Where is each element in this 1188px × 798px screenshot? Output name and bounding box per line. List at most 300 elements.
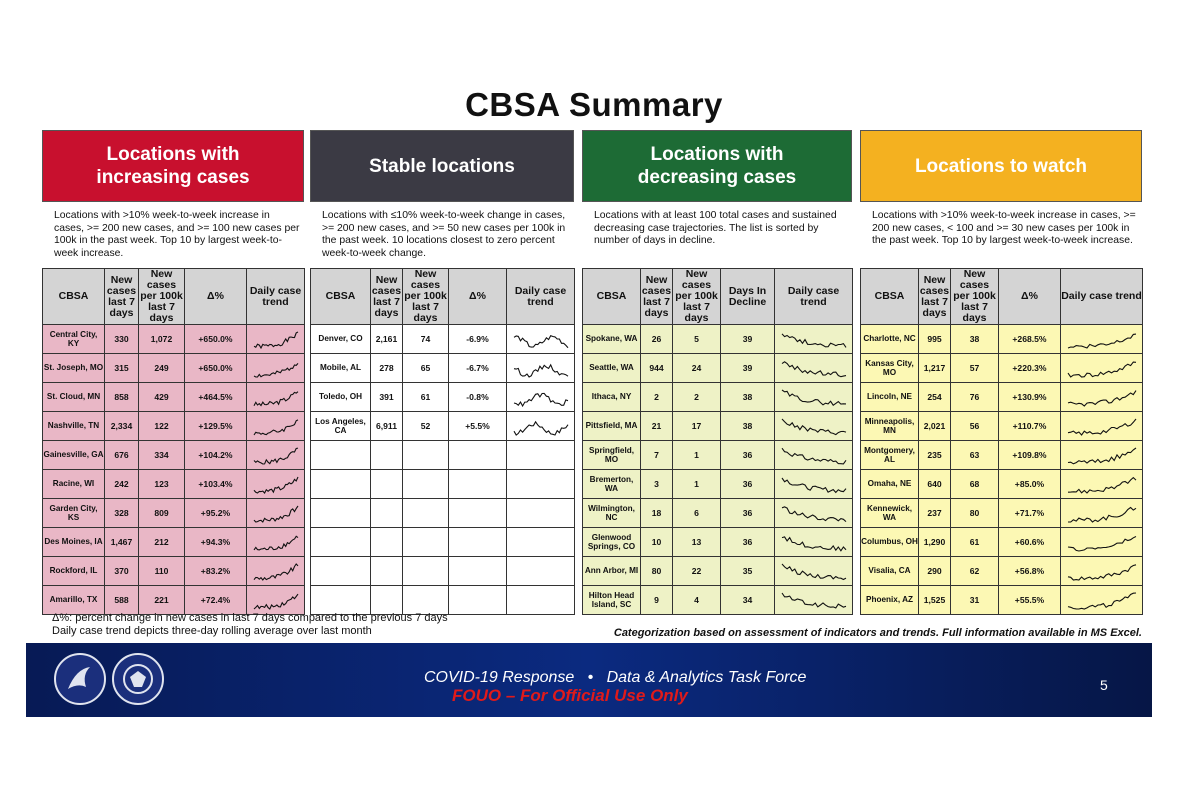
table-row [311,557,575,586]
cases-per-100k: 17 [673,412,721,441]
delta-percent: +95.2% [185,499,247,528]
new-cases: 278 [371,354,403,383]
footnote-delta: Δ%: percent change in new cases in last 7 days compared to the previous 7 days [52,612,448,624]
sparkline-icon [780,589,848,611]
cbsa-name: Hilton Head Island, SC [583,586,641,615]
cases-per-100k: 61 [951,528,999,557]
trend-sparkline [1061,441,1143,470]
table-row [861,412,1143,441]
page-number: 5 [1100,677,1108,693]
empty-cell [371,470,403,499]
table-row [311,412,575,441]
trend-sparkline [507,354,575,383]
empty-cell [507,528,575,557]
empty-cell [371,528,403,557]
new-cases: 2,334 [105,412,139,441]
new-cases: 391 [371,383,403,412]
sparkline-icon [780,415,848,437]
table-row [311,354,575,383]
sparkline-icon [780,560,848,582]
cbsa-name: Racine, WI [43,470,105,499]
days-in-decline: 38 [721,383,775,412]
sparkline-icon [1066,531,1138,553]
trend-sparkline [247,557,305,586]
new-cases: 858 [105,383,139,412]
cases-per-100k: 76 [951,383,999,412]
table-row [43,383,305,412]
delta-percent: +85.0% [999,470,1061,499]
cases-per-100k: 2 [673,383,721,412]
column-header: Daily case trend [1061,269,1143,325]
cbsa-name: St. Cloud, MN [43,383,105,412]
sparkline-icon [252,531,300,553]
days-in-decline: 38 [721,412,775,441]
cases-per-100k: 809 [139,499,185,528]
sparkline-icon [512,328,570,350]
table-row [311,470,575,499]
sparkline-icon [780,444,848,466]
page-title: CBSA Summary [465,86,723,123]
table-row [43,412,305,441]
cases-per-100k: 5 [673,325,721,354]
panel-heading: Locations with increasing cases [42,130,304,202]
new-cases: 2,161 [371,325,403,354]
new-cases: 676 [105,441,139,470]
trend-sparkline [1061,354,1143,383]
table-row [583,586,853,615]
sparkline-icon [780,328,848,350]
cases-per-100k: 123 [139,470,185,499]
sparkline-icon [512,415,570,437]
cbsa-name: Wilmington, NC [583,499,641,528]
sparkline-icon [1066,415,1138,437]
sparkline-icon [252,560,300,582]
cases-per-100k: 110 [139,557,185,586]
panel-description: Locations with >10% week-to-week increase in cases, >= 200 new cases, and >= 100 new cases per 100k in the past week. Top 10 by largest week-to-week increase. [54,210,300,259]
trend-sparkline [247,528,305,557]
cbsa-name: Montgomery, AL [861,441,919,470]
trend-sparkline [775,441,853,470]
delta-percent: -6.9% [449,325,507,354]
delta-percent: -0.8% [449,383,507,412]
sparkline-icon [1066,328,1138,350]
trend-sparkline [507,325,575,354]
delta-percent: +71.7% [999,499,1061,528]
column-header: CBSA [861,269,919,325]
trend-sparkline [1061,412,1143,441]
cbsa-name: Visalia, CA [861,557,919,586]
cases-per-100k: 63 [951,441,999,470]
cbsa-name: Kansas City, MO [861,354,919,383]
new-cases: 1,467 [105,528,139,557]
new-cases: 254 [919,383,951,412]
delta-percent: +60.6% [999,528,1061,557]
cases-per-100k: 334 [139,441,185,470]
sparkline-icon [252,444,300,466]
cases-per-100k: 52 [403,412,449,441]
cases-per-100k: 68 [951,470,999,499]
cbsa-name: Columbus, OH [861,528,919,557]
sparkline-icon [252,328,300,350]
delta-percent: +129.5% [185,412,247,441]
delta-percent: +72.4% [185,586,247,615]
sparkline-icon [780,386,848,408]
panel-2 [310,130,574,615]
new-cases: 1,290 [919,528,951,557]
sparkline-icon [252,386,300,408]
column-header: CBSA [43,269,105,325]
sparkline-icon [252,589,300,611]
cbsa-name: Nashville, TN [43,412,105,441]
new-cases: 2 [641,383,673,412]
empty-cell [403,557,449,586]
cases-per-100k: 24 [673,354,721,383]
cases-per-100k: 1 [673,470,721,499]
cases-per-100k: 65 [403,354,449,383]
new-cases: 315 [105,354,139,383]
cbsa-name: Denver, CO [311,325,371,354]
cbsa-name: Ann Arbor, MI [583,557,641,586]
cbsa-name: Des Moines, IA [43,528,105,557]
delta-percent: +94.3% [185,528,247,557]
empty-cell [507,470,575,499]
table-row [861,441,1143,470]
table-row [311,586,575,615]
column-header: New cases last 7 days [105,269,139,325]
table-row [43,325,305,354]
trend-sparkline [507,383,575,412]
empty-cell [371,441,403,470]
trend-sparkline [247,354,305,383]
delta-percent: +104.2% [185,441,247,470]
sparkline-icon [1066,357,1138,379]
table-row [43,557,305,586]
trend-sparkline [247,383,305,412]
table-row [43,470,305,499]
empty-cell [507,441,575,470]
sparkline-icon [1066,502,1138,524]
panel-4 [860,130,1142,615]
table-row [583,528,853,557]
cases-per-100k: 57 [951,354,999,383]
cases-per-100k: 62 [951,557,999,586]
sparkline-icon [1066,589,1138,611]
new-cases: 370 [105,557,139,586]
empty-cell [449,499,507,528]
panel-1 [42,130,304,615]
cases-per-100k: 22 [673,557,721,586]
trend-sparkline [775,325,853,354]
cbsa-name: Los Angeles, CA [311,412,371,441]
sparkline-icon [512,357,570,379]
cbsa-name: Minneapolis, MN [861,412,919,441]
delta-percent: +464.5% [185,383,247,412]
new-cases: 640 [919,470,951,499]
footer-separator: • [587,669,594,686]
days-in-decline: 36 [721,470,775,499]
footer-taskforce: Data & Analytics Task Force [606,669,807,686]
delta-percent: +55.5% [999,586,1061,615]
new-cases: 290 [919,557,951,586]
empty-cell [371,557,403,586]
panel-heading: Stable locations [310,130,574,202]
table-row [583,383,853,412]
empty-cell [449,557,507,586]
table-row [861,383,1143,412]
table-row [861,557,1143,586]
table-row [43,499,305,528]
column-header: New cases last 7 days [641,269,673,325]
new-cases: 235 [919,441,951,470]
cbsa-table [582,268,853,615]
trend-sparkline [1061,383,1143,412]
sparkline-icon [252,502,300,524]
trend-sparkline [775,499,853,528]
trend-sparkline [247,586,305,615]
trend-sparkline [775,586,853,615]
panel-heading: Locations with decreasing cases [582,130,852,202]
table-row [43,441,305,470]
sparkline-icon [780,473,848,495]
new-cases: 242 [105,470,139,499]
table-row [583,470,853,499]
panel-3 [582,130,852,615]
dhs-seal-icon [112,653,164,705]
cases-per-100k: 221 [139,586,185,615]
cases-per-100k: 61 [403,383,449,412]
days-in-decline: 36 [721,441,775,470]
sparkline-icon [1066,386,1138,408]
delta-percent: +56.8% [999,557,1061,586]
cbsa-table [860,268,1143,615]
empty-cell [371,586,403,615]
trend-sparkline [1061,557,1143,586]
sparkline-icon [252,415,300,437]
column-header: New cases per 100k last 7 days [404,268,447,324]
empty-cell [311,470,371,499]
cbsa-name: St. Joseph, MO [43,354,105,383]
new-cases: 237 [919,499,951,528]
cbsa-name: Glenwood Springs, CO [583,528,641,557]
column-header: Daily case trend [775,269,853,325]
trend-sparkline [1061,325,1143,354]
trend-sparkline [775,354,853,383]
days-in-decline: 35 [721,557,775,586]
cbsa-name: Spokane, WA [583,325,641,354]
fouo-label: FOUO – For Official Use Only [452,686,688,705]
new-cases: 944 [641,354,673,383]
cbsa-name: Gainesville, GA [43,441,105,470]
cbsa-name: Pittsfield, MA [583,412,641,441]
trend-sparkline [775,528,853,557]
sparkline-icon [780,502,848,524]
column-header: New cases per 100k last 7 days [140,268,183,324]
table-row [583,412,853,441]
delta-percent: +110.7% [999,412,1061,441]
cbsa-name: Bremerton, WA [583,470,641,499]
cases-per-100k: 249 [139,354,185,383]
empty-cell [507,499,575,528]
new-cases: 330 [105,325,139,354]
new-cases: 18 [641,499,673,528]
trend-sparkline [1061,586,1143,615]
cbsa-name: Phoenix, AZ [861,586,919,615]
cases-per-100k: 80 [951,499,999,528]
sparkline-icon [780,531,848,553]
cases-per-100k: 6 [673,499,721,528]
days-in-decline: 36 [721,528,775,557]
footer-title [424,669,806,687]
cbsa-name: Garden City, KS [43,499,105,528]
column-header: Δ% [185,269,247,325]
new-cases: 3 [641,470,673,499]
empty-cell [403,441,449,470]
new-cases: 588 [105,586,139,615]
trend-sparkline [775,412,853,441]
panel-heading: Locations to watch [860,130,1142,202]
new-cases: 80 [641,557,673,586]
new-cases: 2,021 [919,412,951,441]
delta-percent: +109.8% [999,441,1061,470]
cbsa-name: Springfield, MO [583,441,641,470]
empty-cell [449,528,507,557]
days-in-decline: 36 [721,499,775,528]
column-header: Days In Decline [721,269,775,325]
cbsa-name: Omaha, NE [861,470,919,499]
delta-percent: +103.4% [185,470,247,499]
new-cases: 1,217 [919,354,951,383]
table-row [861,325,1143,354]
cbsa-name: Charlotte, NC [861,325,919,354]
days-in-decline: 34 [721,586,775,615]
cbsa-table [310,268,575,615]
column-header: New cases per 100k last 7 days [673,269,721,325]
sparkline-icon [1066,473,1138,495]
column-header: CBSA [311,269,371,325]
table-row [311,325,575,354]
delta-percent: +650.0% [185,325,247,354]
empty-cell [403,470,449,499]
new-cases: 328 [105,499,139,528]
cases-per-100k: 429 [139,383,185,412]
empty-cell [311,441,371,470]
empty-cell [507,557,575,586]
empty-cell [403,499,449,528]
delta-percent: -6.7% [449,354,507,383]
delta-percent: +5.5% [449,412,507,441]
cases-per-100k: 1 [673,441,721,470]
table-row [311,499,575,528]
table-row [861,528,1143,557]
table-row [311,383,575,412]
trend-sparkline [775,557,853,586]
table-row [861,354,1143,383]
cbsa-name: Amarillo, TX [43,586,105,615]
trend-sparkline [247,412,305,441]
hhs-seal-icon [54,653,106,705]
table-row [311,528,575,557]
empty-cell [403,586,449,615]
table-row [43,586,305,615]
delta-percent: +130.9% [999,383,1061,412]
categorization-note: Categorization based on assessment of indicators and trends. Full information available in MS Excel. [613,627,1142,639]
sparkline-icon [780,357,848,379]
trend-sparkline [247,325,305,354]
empty-cell [449,441,507,470]
empty-cell [507,586,575,615]
table-row [583,499,853,528]
delta-percent: +650.0% [185,354,247,383]
cbsa-table [42,268,305,615]
table-row [311,441,575,470]
cases-per-100k: 1,072 [139,325,185,354]
trend-sparkline [775,383,853,412]
cbsa-name: Kennewick, WA [861,499,919,528]
cbsa-name: Lincoln, NE [861,383,919,412]
cbsa-name: Ithaca, NY [583,383,641,412]
panel-description: Locations with at least 100 total cases and sustained decreasing case trajectories. The list is sorted by number of days in decline. [594,210,837,247]
table-row [583,557,853,586]
column-header: Δ% [449,269,507,325]
panel-description: Locations with ≤10% week-to-week change in cases, >= 200 new cases, and >= 50 new cases per 100k in the past week. 10 locations closest to zero percent week-to-week change. [322,210,566,259]
sparkline-icon [512,386,570,408]
cases-per-100k: 4 [673,586,721,615]
empty-cell [311,586,371,615]
new-cases: 6,911 [371,412,403,441]
sparkline-icon [1066,444,1138,466]
trend-sparkline [247,499,305,528]
cases-per-100k: 13 [673,528,721,557]
cbsa-name: Central City, KY [43,325,105,354]
column-header: New cases per 100k last 7 days [951,269,999,325]
table-row [583,354,853,383]
column-header: New cases last 7 days [919,269,951,325]
trend-sparkline [247,441,305,470]
new-cases: 1,525 [919,586,951,615]
new-cases: 21 [641,412,673,441]
table-row [861,499,1143,528]
empty-cell [403,528,449,557]
table-row [43,354,305,383]
delta-percent: +83.2% [185,557,247,586]
sparkline-icon [1066,560,1138,582]
new-cases: 26 [641,325,673,354]
footer-banner [26,643,1152,717]
trend-sparkline [1061,470,1143,499]
empty-cell [311,499,371,528]
new-cases: 9 [641,586,673,615]
cbsa-name: Rockford, IL [43,557,105,586]
empty-cell [449,470,507,499]
new-cases: 10 [641,528,673,557]
cases-per-100k: 38 [951,325,999,354]
sparkline-icon [252,357,300,379]
trend-sparkline [507,412,575,441]
column-header: CBSA [583,269,641,325]
delta-percent: +268.5% [999,325,1061,354]
empty-cell [449,586,507,615]
column-header: Δ% [999,269,1061,325]
table-row [43,528,305,557]
cases-per-100k: 31 [951,586,999,615]
trend-sparkline [1061,528,1143,557]
table-row [583,325,853,354]
sparkline-icon [252,473,300,495]
cases-per-100k: 56 [951,412,999,441]
new-cases: 7 [641,441,673,470]
cases-per-100k: 122 [139,412,185,441]
cases-per-100k: 74 [403,325,449,354]
